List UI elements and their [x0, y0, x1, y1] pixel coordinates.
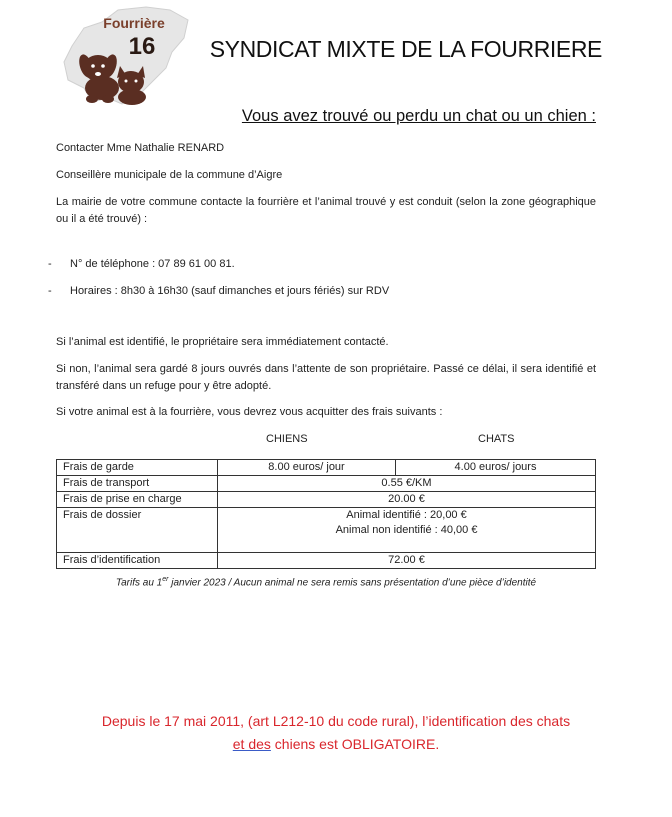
- table-row: [57, 476, 596, 492]
- fee-value: 72.00 €: [218, 553, 596, 569]
- contact-role: Conseillère municipale de la commune d’Aigre: [56, 169, 283, 181]
- table-row: [57, 508, 596, 553]
- fee-value-cats: 4.00 euros/ jours: [396, 460, 596, 476]
- fees-table: [56, 459, 596, 569]
- table-row: [57, 553, 596, 569]
- opening-hours-text: Horaires : 8h30 à 16h30 (sauf dimanches et jours fériés) sur RDV: [70, 285, 390, 297]
- contact-intro: La mairie de votre commune contacte la fourrière et l’animal trouvé y est conduit (selon la zone géographique ou il a été trouvé) :: [56, 196, 596, 225]
- column-header-cats: CHATS: [478, 433, 515, 445]
- dossier-not-identified: Animal non identifié : 40,00 €: [335, 524, 478, 536]
- info-identified: Si l’animal est identifié, le propriétaire sera immédiatement contacté.: [56, 336, 389, 348]
- logo-text-16: 16: [128, 33, 156, 60]
- logo-text-fourriere: Fourrière: [103, 15, 165, 31]
- legal-notice-line1: Depuis le 17 mai 2011, (art L212-10 du code rural), l’identification des chats: [101, 713, 571, 729]
- fee-value: 20.00 €: [218, 492, 596, 508]
- table-row: [57, 460, 596, 476]
- info-fees-intro: Si votre animal est à la fourrière, vous devrez vous acquitter des frais suivants :: [56, 406, 443, 418]
- fee-label: Frais de garde: [57, 460, 218, 476]
- logo-graphic: [62, 4, 194, 108]
- legal-notice-line2: [40, 733, 632, 755]
- fee-label: Frais de transport: [57, 476, 218, 492]
- legal-underlined-text: et des: [232, 736, 271, 752]
- phone-number-text: N° de téléphone : 07 89 61 00 81.: [70, 258, 235, 270]
- fee-label: Frais d’identification: [57, 553, 218, 569]
- fee-value: 0.55 €/KM: [218, 476, 596, 492]
- page-title: SYNDICAT MIXTE DE LA FOURRIERE: [209, 36, 602, 62]
- note-text-end: janvier 2023 / Aucun animal ne sera remis sans présentation d’une pièce d’identité: [168, 577, 537, 589]
- page-subtitle: Vous avez trouvé ou perdu un chat ou un chien :: [241, 107, 596, 125]
- cat-icon: [117, 66, 146, 105]
- contact-name: Contacter Mme Nathalie RENARD: [56, 142, 225, 154]
- fee-label: Frais de prise en charge: [57, 492, 218, 508]
- info-not-identified: Si non, l’animal sera gardé 8 jours ouvrés dans l’attente de son propriétaire. Passé ce délai, il sera identifié et transféré dans un refuge pour y être adopté.: [56, 363, 596, 392]
- legal-rest-text: chiens est OBLIGATOIRE.: [270, 736, 440, 752]
- fourriere-logo: [62, 4, 194, 108]
- fee-value-dossier: [218, 508, 596, 553]
- fee-value-dogs: 8.00 euros/ jour: [218, 460, 396, 476]
- fee-label: Frais de dossier: [57, 508, 218, 553]
- table-row: [57, 492, 596, 508]
- bullet-dash: -: [48, 285, 52, 297]
- column-header-dogs: CHIENS: [266, 433, 308, 445]
- dossier-identified: Animal identifié : 20,00 €: [346, 509, 467, 521]
- note-text-start: Tarifs au 1: [115, 577, 163, 589]
- tariff-note: [56, 576, 596, 588]
- bullet-dash: -: [48, 258, 52, 270]
- note-superscript: er: [162, 576, 169, 583]
